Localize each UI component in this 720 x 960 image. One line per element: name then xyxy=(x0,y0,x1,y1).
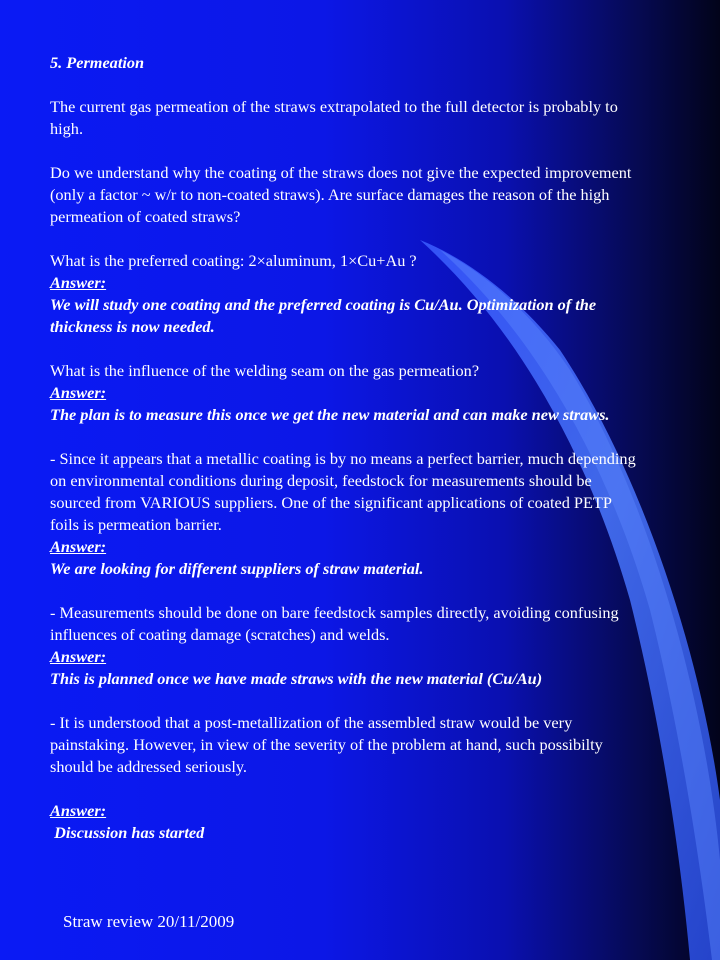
text-line: should be addressed seriously. xyxy=(50,757,247,776)
answer-text: Discussion has started xyxy=(50,823,205,842)
text-line: What is the influence of the welding seam on the gas permeation? xyxy=(50,361,480,380)
answer-label: Answer: xyxy=(50,801,107,820)
text-line: high. xyxy=(50,119,84,138)
section-heading: 5. Permeation xyxy=(50,53,145,72)
text-line: permeation of coated straws? xyxy=(50,207,241,226)
text-line: What is the preferred coating: 2×aluminum, 1×Cu+Au ? xyxy=(50,251,417,270)
answer-text: The plan is to measure this once we get the new material and can make new straws. xyxy=(50,405,610,424)
answer-text: We are looking for different suppliers of straw material. xyxy=(50,559,424,578)
answer-label: Answer: xyxy=(50,383,107,402)
text-line: (only a factor ~ w/r to non-coated straws). Are surface damages the reason of the high xyxy=(50,185,610,204)
text-line: painstaking. However, in view of the severity of the problem at hand, such possibilty xyxy=(50,735,603,754)
slide-body xyxy=(50,52,720,844)
text-line: influences of coating damage (scratches) and welds. xyxy=(50,625,390,644)
text-line: foils is permeation barrier. xyxy=(50,515,222,534)
text-line: sourced from VARIOUS suppliers. One of the significant applications of coated PETP xyxy=(50,493,612,512)
answer-label: Answer: xyxy=(50,647,107,666)
answer-label: Answer: xyxy=(50,273,107,292)
answer-label: Answer: xyxy=(50,537,107,556)
text-line: The current gas permeation of the straws extrapolated to the full detector is probably to xyxy=(50,97,618,116)
answer-text: We will study one coating and the preferred coating is Cu/Au. Optimization of the xyxy=(50,295,597,314)
text-line: on environmental conditions during deposit, feedstock for measurements should be xyxy=(50,471,592,490)
answer-text: thickness is now needed. xyxy=(50,317,215,336)
text-line: Do we understand why the coating of the straws does not give the expected improvement xyxy=(50,163,632,182)
slide-footer: Straw review 20/11/2009 xyxy=(63,912,235,931)
text-line: - Since it appears that a metallic coating is by no means a perfect barrier, much depending xyxy=(50,449,636,468)
text-line: - It is understood that a post-metallization of the assembled straw would be very xyxy=(50,713,573,732)
answer-text: This is planned once we have made straws with the new material (Cu/Au) xyxy=(50,669,543,688)
text-line: - Measurements should be done on bare feedstock samples directly, avoiding confusing xyxy=(50,603,619,622)
